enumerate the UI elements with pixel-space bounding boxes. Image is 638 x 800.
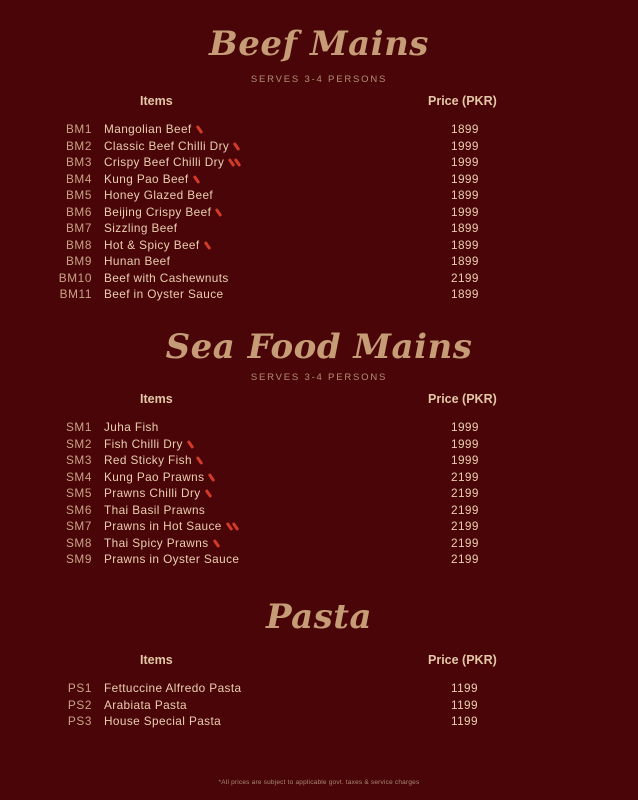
item-name: [104, 453, 201, 467]
chili-icon: [215, 207, 223, 216]
item-price: 1999: [451, 155, 479, 169]
item-name-text: Crispy Beef Chilli Dry: [104, 155, 225, 169]
item-price: 2199: [451, 519, 479, 533]
item-name: [104, 139, 238, 153]
menu-list-beef: [0, 122, 638, 304]
serves-note-beef: SERVES 3-4 PERSONS: [250, 74, 388, 85]
menu-item-row: [0, 681, 638, 698]
item-price: 1999: [451, 420, 479, 434]
item-code: BM11: [59, 287, 92, 301]
item-code: BM5: [65, 188, 92, 202]
item-name-text: Prawns in Hot Sauce: [104, 519, 222, 533]
section-title-sea-food-mains: Sea Food Mains: [165, 327, 473, 367]
item-price: 1999: [451, 138, 479, 153]
item-price: 1899: [451, 122, 479, 136]
menu-item-row: [0, 698, 638, 715]
item-code: BM8: [65, 237, 92, 252]
item-code: BM2: [65, 138, 92, 153]
menu-item-row: [0, 238, 638, 255]
item-name-text: Hunan Beef: [104, 254, 171, 268]
menu-list-seafood: [0, 420, 638, 569]
chili-icon: [195, 125, 203, 134]
item-price: 1999: [451, 171, 479, 186]
items-header-beef: Items: [140, 94, 173, 108]
item-price: 2199: [451, 502, 479, 517]
item-price: 1999: [451, 204, 479, 219]
item-code: SM5: [65, 486, 92, 500]
item-price: 2199: [451, 486, 479, 500]
item-code: SM3: [65, 453, 92, 467]
item-price: 1999: [451, 436, 479, 451]
item-name-text: Red Sticky Fish: [104, 453, 192, 467]
menu-item-row: [0, 172, 638, 189]
item-name: [104, 238, 209, 252]
item-name-text: Sizzling Beef: [104, 221, 178, 235]
chili-icon: [192, 174, 200, 183]
chili-icon: [203, 240, 211, 249]
serves-note-seafood: SERVES 3-4 PERSONS: [250, 372, 388, 383]
item-name: [104, 552, 239, 566]
item-code: SM9: [65, 552, 92, 566]
item-name-text: Beef in Oyster Sauce: [104, 287, 224, 301]
item-code: BM9: [65, 254, 92, 268]
items-header-pasta: Items: [140, 653, 173, 667]
menu-item-row: [0, 453, 638, 470]
item-code: BM1: [65, 122, 92, 136]
menu-item-row: [0, 122, 638, 139]
item-price: 1899: [451, 254, 479, 268]
menu-list-pasta: [0, 681, 638, 731]
item-code: BM4: [65, 171, 92, 186]
price-header-seafood: Price (PKR): [428, 392, 497, 406]
item-code: PS1: [67, 681, 92, 695]
menu-item-row: [0, 536, 638, 553]
item-name: [104, 221, 177, 235]
item-name: [104, 205, 220, 219]
chili-icon: [196, 456, 204, 465]
item-code: SM1: [65, 420, 92, 434]
menu-item-row: [0, 552, 638, 569]
item-code: SM2: [65, 436, 92, 451]
item-price: 1199: [451, 681, 478, 695]
item-name-text: Kung Pao Prawns: [104, 469, 205, 484]
item-price: 1899: [451, 287, 479, 301]
item-name: [104, 714, 221, 728]
item-code: SM6: [65, 502, 92, 517]
item-name-text: Beef with Cashewnuts: [104, 270, 229, 285]
item-price: 1999: [451, 453, 479, 467]
item-code: BM3: [65, 155, 92, 169]
chili-icon: [234, 158, 242, 167]
item-name: [104, 420, 159, 434]
menu-item-row: [0, 188, 638, 205]
item-code: PS2: [67, 697, 92, 712]
item-code: SM8: [65, 535, 92, 550]
menu-item-row: [0, 714, 638, 731]
chili-icon: [204, 489, 212, 498]
item-name-text: Thai Spicy Prawns: [104, 535, 209, 550]
item-name: [104, 681, 241, 695]
item-name: [104, 254, 170, 268]
menu-item-row: [0, 470, 638, 487]
item-name: [104, 503, 205, 517]
chili-icon: [186, 439, 194, 448]
item-name-text: Thai Basil Prawns: [104, 502, 206, 517]
menu-item-row: [0, 486, 638, 503]
menu-item-row: [0, 139, 638, 156]
menu-item-row: [0, 205, 638, 222]
item-name-text: Prawns Chilli Dry: [104, 486, 201, 500]
item-name: [104, 698, 187, 712]
item-name-text: Fish Chilli Dry: [104, 436, 183, 451]
item-name-text: Classic Beef Chilli Dry: [104, 138, 230, 153]
item-code: BM6: [65, 204, 92, 219]
item-code: BM10: [58, 270, 92, 285]
item-name-text: House Special Pasta: [104, 714, 222, 728]
item-code: SM7: [65, 519, 92, 533]
item-name: [104, 172, 198, 186]
menu-item-row: [0, 271, 638, 288]
price-header-beef: Price (PKR): [428, 94, 497, 108]
menu-item-row: [0, 287, 638, 304]
item-name: [104, 188, 213, 202]
item-price: 2199: [451, 270, 479, 285]
section-title-beef-mains: Beef Mains: [209, 24, 429, 64]
item-name: [104, 519, 237, 533]
chili-icon: [208, 472, 216, 481]
item-price: 1899: [451, 237, 479, 252]
item-name: [104, 470, 213, 484]
item-name-text: Prawns in Oyster Sauce: [104, 552, 240, 566]
item-name: [104, 271, 229, 285]
item-name-text: Arabiata Pasta: [104, 697, 187, 712]
item-name: [104, 536, 218, 550]
price-header-pasta: Price (PKR): [428, 653, 497, 667]
item-name-text: Mangolian Beef: [104, 122, 192, 136]
items-header-seafood: Items: [140, 392, 173, 406]
section-title-pasta: Pasta: [265, 597, 373, 637]
item-name-text: Juha Fish: [104, 420, 159, 434]
item-price: 2199: [451, 469, 479, 484]
menu-item-row: [0, 155, 638, 172]
menu-item-row: [0, 519, 638, 536]
footer-note: *All prices are subject to applicable govt. taxes & service charges: [218, 779, 420, 786]
item-price: 1199: [451, 697, 478, 712]
item-code: SM4: [65, 469, 92, 484]
item-price: 1899: [451, 188, 479, 202]
chili-icon: [212, 538, 220, 547]
item-name: [104, 287, 223, 301]
chili-icon: [233, 141, 241, 150]
item-code: PS3: [67, 714, 92, 728]
item-price: 2199: [451, 535, 479, 550]
menu-item-row: [0, 221, 638, 238]
menu-item-row: [0, 254, 638, 271]
item-name: [104, 155, 239, 169]
item-name-text: Kung Pao Beef: [104, 171, 189, 186]
item-name: [104, 486, 210, 500]
item-name-text: Beijing Crispy Beef: [104, 204, 212, 219]
item-name: [104, 437, 192, 451]
menu-item-row: [0, 420, 638, 437]
item-name: [104, 122, 201, 136]
item-name-text: Hot & Spicy Beef: [104, 237, 200, 252]
item-name-text: Honey Glazed Beef: [104, 188, 214, 202]
item-code: BM7: [65, 221, 92, 235]
item-name-text: Fettuccine Alfredo Pasta: [104, 681, 242, 695]
item-price: 2199: [451, 552, 479, 566]
menu-item-row: [0, 437, 638, 454]
item-price: 1899: [451, 221, 479, 235]
menu-item-row: [0, 503, 638, 520]
item-price: 1199: [451, 714, 478, 728]
